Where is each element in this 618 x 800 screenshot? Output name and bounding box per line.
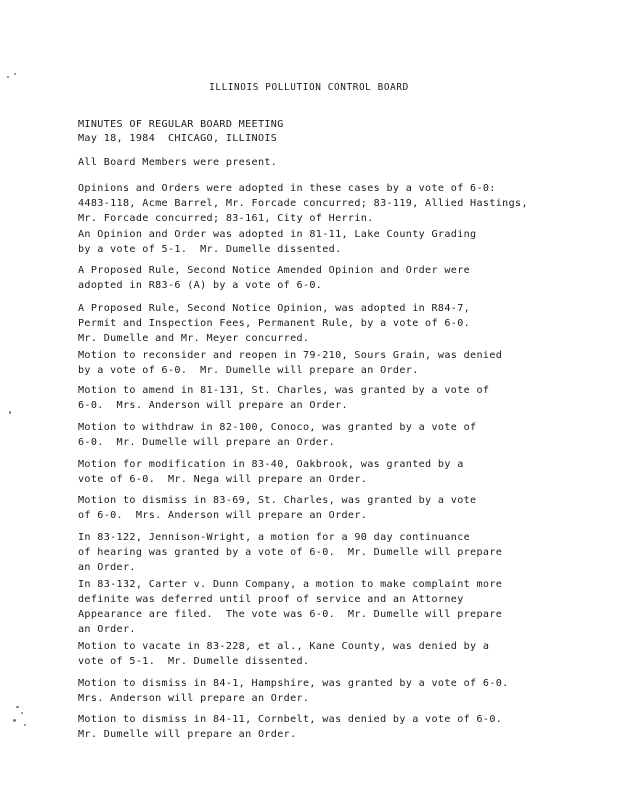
paragraph-hampshire: Motion to dismiss in 84-1, Hampshire, was granted by a vote of 6-0. Mrs. Anderson will prepare an Order. <box>78 678 509 704</box>
scan-speck <box>14 73 16 75</box>
paragraph-st-charles-amend: Motion to amend in 81-131, St. Charles, was granted by a vote of 6-0. Mrs. Anderson will prepare an Order. <box>78 385 490 411</box>
paragraph-jennison-wright: In 83-122, Jennison-Wright, a motion for a 90 day continuance of hearing was granted by a vote of 6-0. Mr. Dumelle will prepare an Order. <box>78 532 503 573</box>
document-title: ILLINOIS POLLUTION CONTROL BOARD <box>209 82 409 93</box>
scan-speck <box>24 724 26 726</box>
paragraph-r84-7: A Proposed Rule, Second Notice Opinion, was adopted in R84-7, Permit and Inspection Fees, Permanent Rule, by a vote of 6-0. Mr. Dumelle and Mr. Meyer concurred. <box>78 303 471 344</box>
paragraph-cornbelt: Motion to dismiss in 84-11, Cornbelt, was denied by a vote of 6-0. Mr. Dumelle will prepare an Order. <box>78 714 503 740</box>
paragraph-lake-county-grading: An Opinion and Order was adopted in 81-11, Lake County Grading by a vote of 5-1. Mr. Dumelle dissented. <box>78 229 477 255</box>
scan-speck <box>21 712 23 714</box>
paragraph-kane-county: Motion to vacate in 83-228, et al., Kane County, was denied by a vote of 5-1. Mr. Dumelle dissented. <box>78 641 490 667</box>
meeting-heading: MINUTES OF REGULAR BOARD MEETING <box>78 119 284 130</box>
scan-speck <box>16 706 19 708</box>
paragraph-r83-6: A Proposed Rule, Second Notice Amended Opinion and Order were adopted in R83-6 (A) by a vote of 6-0. <box>78 265 471 291</box>
paragraph-sours-grain: Motion to reconsider and reopen in 79-210, Sours Grain, was denied by a vote of 6-0. Mr. Dumelle will prepare an Order. <box>78 350 503 376</box>
scan-speck <box>9 411 11 414</box>
paragraph-carter-dunn: In 83-132, Carter v. Dunn Company, a motion to make complaint more definite was deferred until proof of service and an Attorney Appearance are filed. The vote was 6-0. Mr. Dumelle will prepare an Order. <box>78 579 503 635</box>
scan-speck <box>7 76 9 78</box>
paragraph-oakbrook: Motion for modification in 83-40, Oakbrook, was granted by a vote of 6-0. Mr. Nega will prepare an Order. <box>78 459 464 485</box>
meeting-date-location: May 18, 1984 CHICAGO, ILLINOIS <box>78 133 278 144</box>
paragraph-opinions-orders: Opinions and Orders were adopted in these cases by a vote of 6-0: 4483-118, Acme Barrel, Mr. Forcade concurred; 83-119, Allied Hastings, Mr. Forcade concurred; 83-161, City of Herrin. <box>78 183 528 224</box>
paragraph-conoco: Motion to withdraw in 82-100, Conoco, was granted by a vote of 6-0. Mr. Dumelle will prepare an Order. <box>78 422 477 448</box>
paragraph-attendance: All Board Members were present. <box>78 157 278 168</box>
scan-speck <box>13 719 16 722</box>
paragraph-st-charles-dismiss: Motion to dismiss in 83-69, St. Charles, was granted by a vote of 6-0. Mrs. Anderson will prepare an Order. <box>78 495 477 521</box>
